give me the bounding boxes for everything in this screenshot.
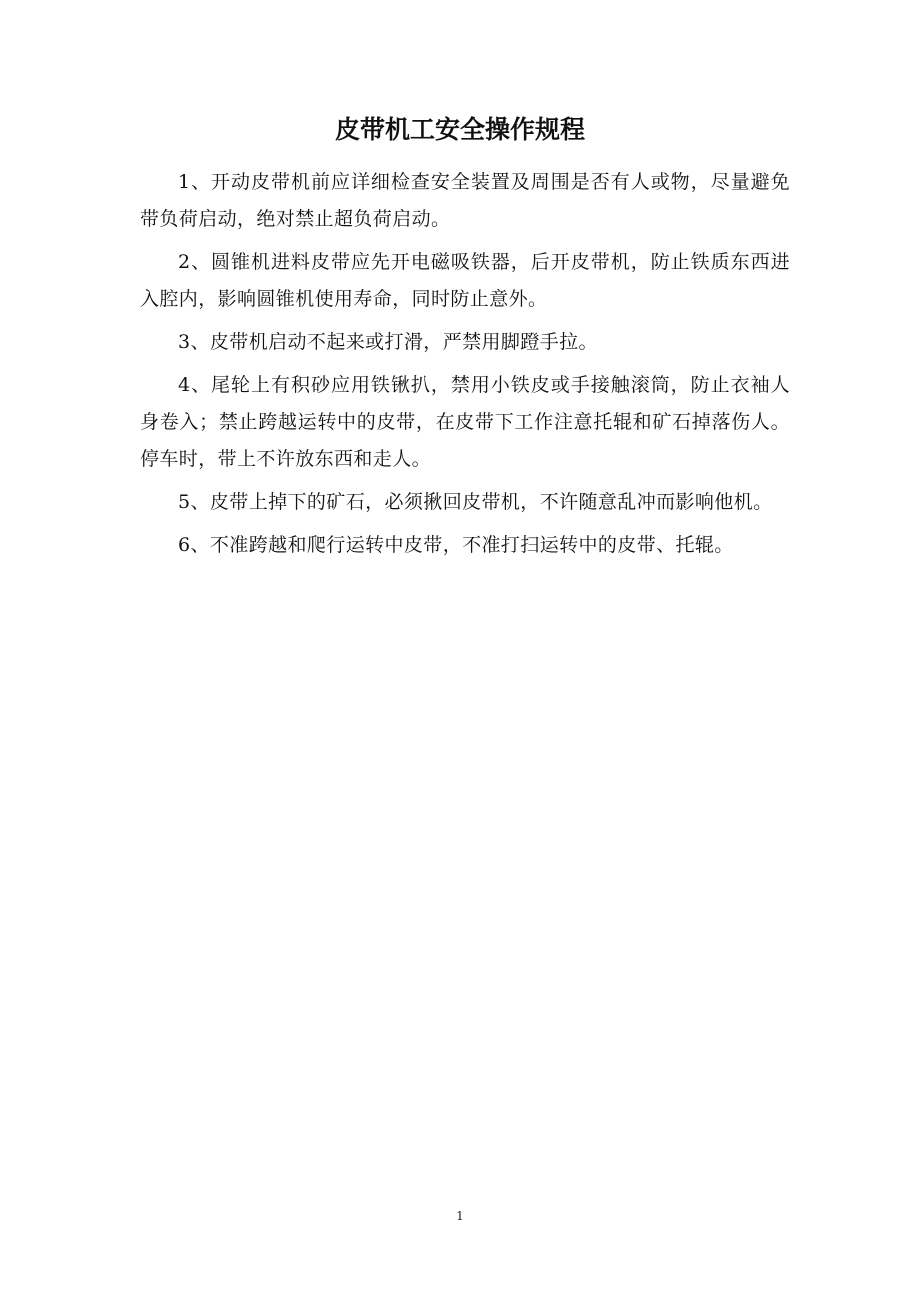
paragraph-2: 2、圆锥机进料皮带应先开电磁吸铁器，后开皮带机，防止铁质东西进入腔内，影响圆锥机使用寿命，同时防止意外。 (140, 251, 790, 310)
paragraph-5: 5、皮带上掉下的矿石，必须揪回皮带机，不许随意乱冲而影响他机。 (178, 491, 773, 513)
page-number: 1 (456, 1209, 464, 1223)
document-title: 皮带机工安全操作规程 (334, 115, 585, 144)
paragraph-4: 4、尾轮上有积砂应用铁锹扒，禁用小铁皮或手接触滚筒，防止衣袖人身卷入；禁止跨越运转中的皮带，在皮带下工作注意托辊和矿石掉落伤人。停车时，带上不许放东西和走人。 (140, 374, 790, 470)
paragraph-6: 6、不准跨越和爬行运转中皮带，不准打扫运转中的皮带、托辊。 (178, 534, 734, 556)
paragraph-3: 3、皮带机启动不起来或打滑，严禁用脚蹬手拉。 (178, 331, 598, 353)
paragraph-1: 1、开动皮带机前应详细检查安全装置及周围是否有人或物，尽量避免带负荷启动，绝对禁止超负荷启动。 (140, 171, 790, 230)
document-body (140, 164, 790, 570)
